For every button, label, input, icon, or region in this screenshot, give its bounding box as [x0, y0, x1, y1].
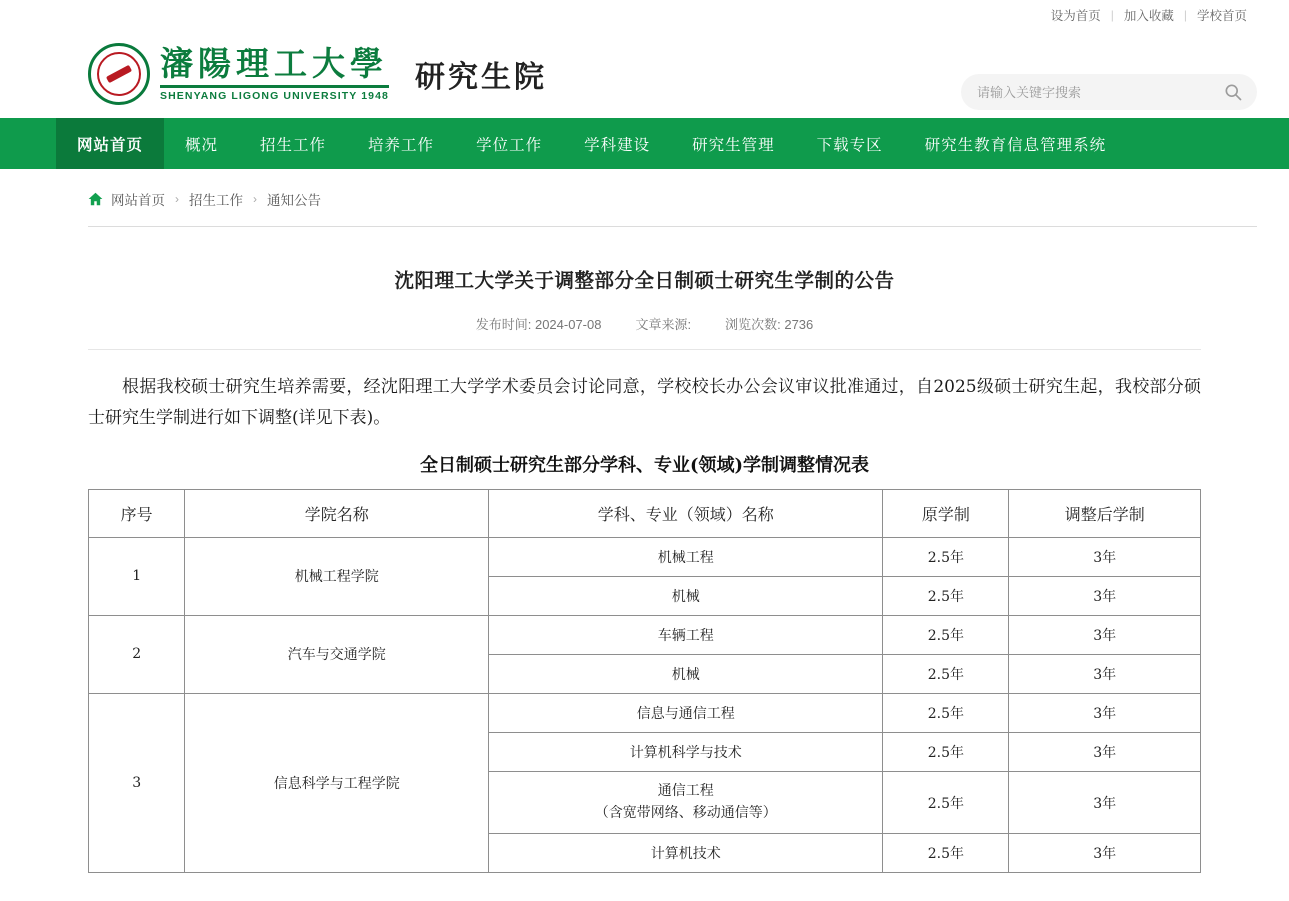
nav-item-degree[interactable]: 学位工作 [476, 136, 543, 154]
cell-new-term: 3年 [1009, 771, 1201, 833]
breadcrumb-arrow-2: › [253, 192, 257, 206]
cell-new-term: 3年 [1009, 537, 1201, 576]
cell-new-term: 3年 [1009, 693, 1201, 732]
cell-no: 3 [89, 693, 185, 872]
breadcrumb-item-notices[interactable]: 通知公告 [267, 193, 321, 208]
cell-no: 1 [89, 537, 185, 615]
search-icon[interactable] [1223, 82, 1243, 102]
table-body [89, 537, 1201, 872]
cell-old-term: 2.5年 [883, 615, 1009, 654]
nav-item-discipline[interactable]: 学科建设 [584, 136, 651, 154]
article [0, 265, 1289, 873]
site-logo[interactable] [88, 43, 389, 105]
cell-major: 计算机科学与技术 [489, 732, 883, 771]
nav-item-training[interactable]: 培养工作 [368, 136, 435, 154]
cell-major: 计算机技术 [489, 834, 883, 873]
cell-old-term: 2.5年 [883, 576, 1009, 615]
cell-major: 信息与通信工程 [489, 693, 883, 732]
search-box[interactable] [961, 74, 1257, 110]
breadcrumb-arrow-1: › [175, 192, 179, 206]
cell-old-term: 2.5年 [883, 834, 1009, 873]
cell-no: 2 [89, 615, 185, 693]
article-source [635, 314, 691, 333]
page-title: 沈阳理工大学关于调整部分全日制硕士研究生学制的公告 [394, 270, 895, 292]
cell-new-term: 3年 [1009, 615, 1201, 654]
logo-english-name: SHENYANG LIGONG UNIVERSITY 1948 [160, 90, 389, 103]
publish-time-label: 发布时间: [475, 317, 532, 332]
cell-major: 车辆工程 [489, 615, 883, 654]
publish-time-value: 2024-07-08 [534, 317, 602, 332]
table-caption: 全日制硕士研究生部分学科、专业(领域)学制调整情况表 [419, 454, 870, 476]
view-count [725, 314, 813, 333]
cell-major: 通信工程 （含宽带网络、移动通信等） [489, 771, 883, 833]
cell-old-term: 2.5年 [883, 693, 1009, 732]
view-count-label: 浏览次数: [725, 317, 781, 332]
table-header-major: 学科、专业（领域）名称 [489, 489, 883, 537]
university-emblem-icon [88, 43, 150, 105]
site-subtitle: 研究生院 [415, 60, 547, 95]
breadcrumb [0, 169, 1289, 209]
nav-item-home[interactable]: 网站首页 [56, 118, 164, 169]
article-source-label: 文章来源: [635, 317, 692, 332]
site-header [0, 30, 1289, 118]
table-header-no: 序号 [89, 489, 185, 537]
article-body [88, 372, 1201, 435]
table-header-college: 学院名称 [185, 489, 489, 537]
logo-text-block [160, 43, 389, 103]
cell-old-term: 2.5年 [883, 771, 1009, 833]
article-meta [88, 314, 1201, 350]
schedule-adjustment-table [88, 489, 1201, 873]
cell-major: 机械 [489, 576, 883, 615]
view-count-value: 2736 [784, 317, 814, 332]
cell-new-term: 3年 [1009, 732, 1201, 771]
set-homepage-link[interactable]: 设为首页 [1050, 9, 1101, 23]
cell-college: 信息科学与工程学院 [185, 693, 489, 872]
cell-college: 汽车与交通学院 [185, 615, 489, 693]
utility-separator-1: | [1110, 8, 1114, 22]
cell-major: 机械工程 [489, 537, 883, 576]
school-homepage-link[interactable]: 学校首页 [1196, 9, 1247, 23]
table-header-row [89, 489, 1201, 537]
add-favorite-link[interactable]: 加入收藏 [1123, 9, 1174, 23]
home-icon [88, 192, 103, 206]
nav-item-admissions[interactable]: 招生工作 [260, 136, 327, 154]
utility-bar [0, 0, 1289, 30]
cell-major: 机械 [489, 654, 883, 693]
article-paragraph: 根据我校硕士研究生培养需要，经沈阳理工大学学术委员会讨论同意，学校校长办公会议审议批准通过，自2025级硕士研究生起，我校部分硕士研究生学制进行如下调整(详见下表)。 [88, 377, 1201, 429]
search-input[interactable] [975, 84, 1223, 101]
cell-new-term: 3年 [1009, 654, 1201, 693]
nav-item-downloads[interactable]: 下载专区 [816, 136, 883, 154]
nav-item-overview[interactable]: 概况 [185, 136, 219, 154]
breadcrumb-item-home[interactable]: 网站首页 [111, 193, 165, 208]
table-head [89, 489, 1201, 537]
table-row [89, 615, 1201, 654]
breadcrumb-item-admissions[interactable]: 招生工作 [189, 193, 243, 208]
utility-separator-2: | [1183, 8, 1187, 22]
nav-item-management[interactable]: 研究生管理 [692, 136, 775, 154]
logo-divider [160, 85, 389, 88]
cell-old-term: 2.5年 [883, 732, 1009, 771]
cell-old-term: 2.5年 [883, 654, 1009, 693]
table-row [89, 693, 1201, 732]
table-header-new-term: 调整后学制 [1009, 489, 1201, 537]
cell-old-term: 2.5年 [883, 537, 1009, 576]
publish-time [476, 314, 602, 333]
cell-new-term: 3年 [1009, 576, 1201, 615]
nav-item-info-system[interactable]: 研究生教育信息管理系统 [924, 136, 1107, 154]
breadcrumb-divider [88, 226, 1257, 227]
table-row [89, 537, 1201, 576]
logo-chinese-name: 瀋陽理工大學 [160, 43, 388, 83]
cell-new-term: 3年 [1009, 834, 1201, 873]
main-nav [0, 118, 1289, 169]
table-header-old-term: 原学制 [883, 489, 1009, 537]
cell-college: 机械工程学院 [185, 537, 489, 615]
